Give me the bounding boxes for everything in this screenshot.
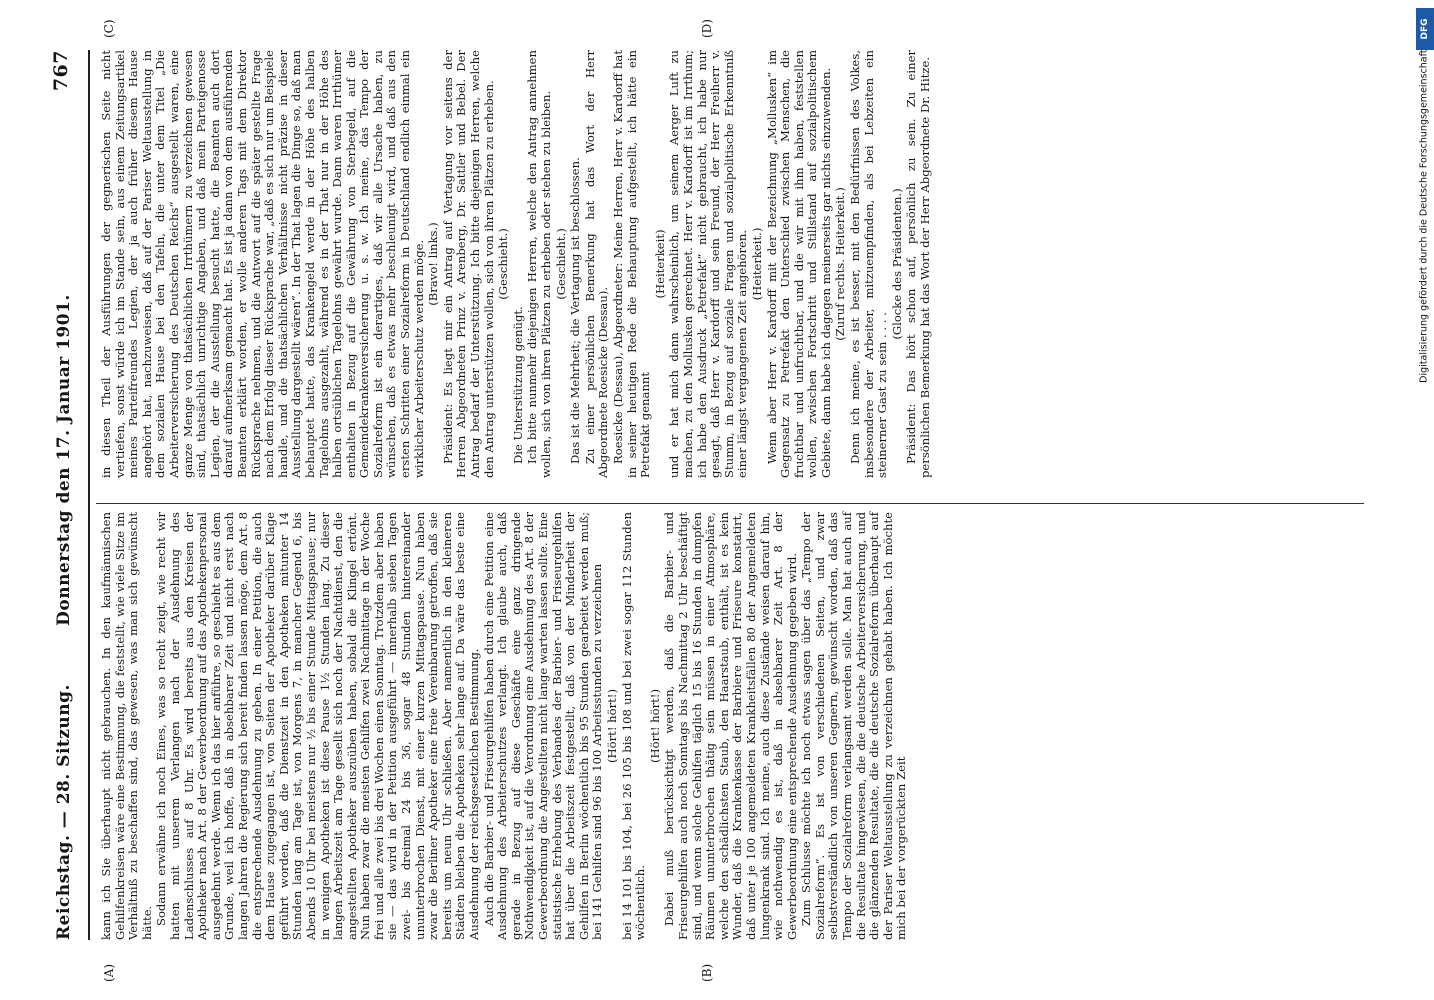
- paragraph: Dabei muß berücksichtigt werden, daß die Barbier- und Friseurgehilfen auch noch Sonntags bis Nachmittag 2 Uhr beschäftigt sind, und wenn solche Gehilfen täglich 15 bis 16 Stunden in dumpfen Räumen ununterbrochen thätig sein müssen in einer Atmosphäre, welche den schädlichsten Staub, den Haarstaub, enthält, ist es kein Wunder, daß die Krankenkasse der Barbiere und Friseure konstatirt, daß unter je 100 angemeldeten Krankheitsfällen 80 der Angemeldeten lungenkrank sind. Ich meine, auch diese Zustände weisen darauf hin, wie nothwendig es ist, daß in absehbarer Zeit Art. 8 der Gewerbeordnung eine entsprechende Ausdehnung gegeben wird.: [662, 512, 799, 940]
- paragraph: Roesicke (Dessau), Abgeordneter: Meine Herren, Herr v. Kardorff hat in seiner heutigen Rede die Behauptung aufgestellt, ich hätte ein Petrefakt genannt: [610, 50, 653, 478]
- header-session: Reichstag. — 28. Sitzung.: [54, 684, 74, 940]
- paragraph: Zu einer persönlichen Bemerkung hat das Wort der Herr Abgeordnete Roesicke (Dessau).: [582, 50, 611, 478]
- paragraph: Zum Schlusse möchte ich noch etwas sagen über das „Tempo der Sozialreform“. Es ist von verschiedenen Seiten, und zwar selbstverständlich von unseren Gegnern, gewünscht worden, daß das Tempo der Sozialreform verlangsamt werden solle. Man hat auch auf die Resultate hingewiesen, die die deutsche Arbeiterversicherung, und die glänzenden Resultate, die die deutsche Sozialreform überhaupt auf der Pariser Weltausstellung zu verzeichnen gehabt haben. Ich möchte mich bei der vorgerückten Zeit: [799, 512, 909, 940]
- paragraph: Wenn aber Herr v. Kardorff mit der Bezeichnung „Mollusken“ im Gegensatz zu Petrefakt den Unterschied zwischen Menschen, die fruchtbar und unfruchtbar, und die wir mit ihm haben, feststellen wollen, zwischen Fortschritt und Stillstand auf sozialpolitischem Gebiete, dann habe ich dagegen meinerseits gar nichts einzuwenden.: [764, 50, 833, 478]
- interjection: (Heiterkeit.): [749, 227, 764, 301]
- dfg-logo-text: DFG: [1420, 18, 1430, 40]
- digitization-credit: [1416, 49, 1434, 592]
- interjection: (Heiterkeit): [652, 229, 667, 299]
- paragraph: Ich bitte nunmehr diejenigen Herren, welche den Antrag annehmen wollen, sich von ihren Plätzen zu erheben oder stehen zu bleiben.: [525, 50, 553, 478]
- header-date: Donnerstag den 17. Januar 1901.: [54, 294, 74, 626]
- margin-mark-b: (B): [700, 963, 714, 982]
- margin-mark-a: (A): [102, 963, 116, 982]
- header-rule: [88, 50, 90, 940]
- paragraph: Die Unterstützung genügt.: [510, 306, 525, 464]
- margin-mark-c: (C): [102, 19, 116, 38]
- interjection: (Geschieht.): [496, 228, 511, 300]
- right-column: [100, 50, 1360, 478]
- margin-mark-d: (D): [700, 19, 714, 38]
- page-header: [44, 50, 84, 940]
- paragraph: Denn ich meine, es ist besser, mit den Bedürfnissen des Volkes, insbesondere der Arbeiter, mitzuempfinden, als bei Lebzeiten ein steinerner Gast zu sein . . . .: [848, 50, 890, 478]
- interjection: (Zuruf rechts. Heiterkeit.): [833, 187, 848, 341]
- paragraph: Das ist die Mehrheit; die Vertagung ist beschlossen.: [568, 157, 583, 464]
- interjection: (Geschieht.): [553, 228, 568, 300]
- page-number: 767: [50, 50, 72, 92]
- paragraph: Präsident: Das hört schon auf, persönlich zu sein. Zu einer persönlichen Bemerkung hat das Wort der Herr Abgeordnete Dr. Hitze.: [904, 50, 933, 478]
- digitization-credit-text: Digitalisierung gefördert durch die Deutsche Forschungsgemeinschaft: [1418, 49, 1430, 383]
- column-divider: [96, 503, 1364, 504]
- paragraph: in diesen Theil der Ausführungen der gegnerischen Seite nicht vertiefen, sonst würde ich im Stande sein, aus einem Zeitungsartikel meines Parteifreundes Legien, der ja auch früher diesem Hause angehört hat, nachzuweisen, daß auf der Pariser Weltausstellung in dem sozialen Hause bei den Tafeln, die unter dem Titel „Die Arbeiterversicherung des Deutschen Reichs“ ausgestellt waren, eine ganze Menge von thatsächlichen Irrthümern zu verzeichnen gewesen sind, thatsächlich unrichtige Angaben, und daß mein Parteigenosse Legien, der die Ausstellung besucht hatte, die Beamten auch dort darauf aufmerksam gemacht hat. Es ist ja dann von dem ausführenden Beamten erklärt worden, er wolle anderen Tags mit dem Direktor Rücksprache nehmen, und die Antwort auf die später gestellte Frage nach dem Erfolg dieser Rücksprache war, „daß es sich nur um Beispiele handle, und die thatsächlichen Verhältnisse nicht präzise in dieser Ausstellung dargestellt wären“. In der That lagen die Dinge so, daß man behauptet hatte, das Krankengeld werde in der Höhe des halben Tagelohns ausgezahlt, während es in der That nur in der Höhe des halben ortsüblichen Tagelohns gewährt wurde. Dann waren Irrthümer enthalten in Bezug auf die Gewährung von Sterbegeld, auf die Gemeindekrankenversicherung u. s. w. Ich meine, das Tempo der Sozialreform ist ein derartiges, daß wir alle Ursache haben, zu wünschen, daß es etwas mehr beschleunigt wird, und daß aus den ersten Schritten einer Sozialreform in Deutschland endlich einmal ein wirklicher Arbeiterschutz werden möge.: [99, 50, 426, 478]
- interjection: (Hört! hört!): [647, 689, 662, 763]
- paragraph: und er hat mich dann wahrscheinlich, um seinem Aerger Luft zu machen, zu den Mollusken gerechnet. Herr v. Kardorff ist im Irrthum; ich habe den Ausdruck „Petrefakt“ nicht gebraucht, ich habe nur gesagt, daß Herr v. Kardorff und sein Freund, der Herr Freiherr v. Stumm, in Bezug auf soziale Fragen und sozialpolitische Erkenntniß einer längst vergangenen Zeit angehören.: [667, 50, 750, 478]
- paragraph: Sodann erwähne ich noch Eines, was so recht zeigt, wie recht wir hatten mit unserem Verlangen nach der Ausdehnung des Ladenschlusses auf 8 Uhr. Es wird bereits aus den Kreisen der Apotheker nach Art. 8 der Gewerbeordnung auf das Apothekenpersonal ausgedehnt werde. Wenn ich das hier anführe, so geschieht es aus dem Grunde, weil ich hoffe, daß in absehbarer Zeit und nicht erst nach langen Jahren die Regierung sich bereit finden lassen möge, dem Art. 8 die entsprechende Ausdehnung zu geben. In einer Petition, die auch dem Hause zugegangen ist, von Seiten der Apotheker darüber Klage geführt worden, daß die Dienstzeit in den Apotheken mitunter 14 Stunden lang am Tage ist, von Morgens 7, in mancher Gegend 6, bis Abends 10 Uhr bei meistens nur ½ bis einer Stunde Mittagspause; nur in wenigen Apotheken ist diese Pause 1½ Stunden lang. Zu dieser langen Arbeitszeit am Tage gesellt sich noch der Nachtdienst, den die angestellten Apotheker auszuüben haben, sobald die Klingel ertönt. Nun haben zwar die meisten Gehilfen zwei Nachmittage in der Woche frei und alle zwei bis drei Wochen einen Sonntag. Trotzdem aber haben sie — das wird in der Petition ausgeführt — innerhalb sieben Tagen zwei- bis dreimal 24 bis 36, sogar 48 Stunden hintereinander ununterbrochen Dienst, mit einer kurzen Mittagspause. Nun haben zwar die Berliner Apotheker eine freie Vereinbarung getroffen, daß sie bereits um neun Uhr schließen. Aber namentlich in den kleineren Städten bleiben die Apotheken sehr lange auf. Da wäre das beste eine Ausdehnung der reichsgesetzlichen Bestimmung.: [154, 512, 482, 940]
- dfg-sidebar: [1416, 8, 1434, 988]
- paragraph: bei 14 101 bis 104, bei 26 105 bis 108 und bei zwei sogar 112 Stunden wöchentlich.: [619, 512, 648, 940]
- interjection: (Bravo! links.): [426, 222, 441, 306]
- dfg-logo: [1416, 8, 1434, 50]
- left-column: [100, 512, 1360, 940]
- paragraph: kann ich Sie überhaupt nicht gebrauchen. In den kaufmännischen Gehilfenkreisen wäre eine Bestimmung, die feststellt, wie viele Sitze im Verhältniß zu beschaffen sind, das gewesen, was man sich gewünscht hätte.: [99, 512, 154, 940]
- paragraph: Auch die Barbier- und Friseurgehilfen haben durch eine Petition eine Ausdehnung des Arbeiterschutzes verlangt. Ich glaube auch, daß gerade in Bezug auf diese Geschäfte eine ganz dringende Nothwendigkeit ist, auf die Verordnung eine Ausdehnung des Art. 8 der Gewerbeordnung die Angestellten nicht lange warten lassen sollte. Eine statistische Erhebung des Verbandes der Barbier- und Friseurgehilfen hat über die Arbeitszeit festgestellt, daß von der Minderheit der Gehilfen in Berlin wöchentlich bis 95 Stunden gearbeitet werden muß; bei 141 Gehilfen sind 96 bis 100 Arbeitsstunden zu verzeichnen: [481, 512, 605, 940]
- paragraph: Präsident: Es liegt mir ein Antrag auf Vertagung vor seitens der Herren Abgeordneten Prinz v. Arenberg, Dr. Sattler und Bebel. Der Antrag bedarf der Unterstützung. Ich bitte diejenigen Herren, welche den Antrag unterstützen wollen, sich von ihren Plätzen zu erheben.: [440, 50, 496, 478]
- interjection: (Glocke des Präsidenten.): [889, 188, 904, 340]
- interjection: (Hört! hört!): [604, 689, 619, 763]
